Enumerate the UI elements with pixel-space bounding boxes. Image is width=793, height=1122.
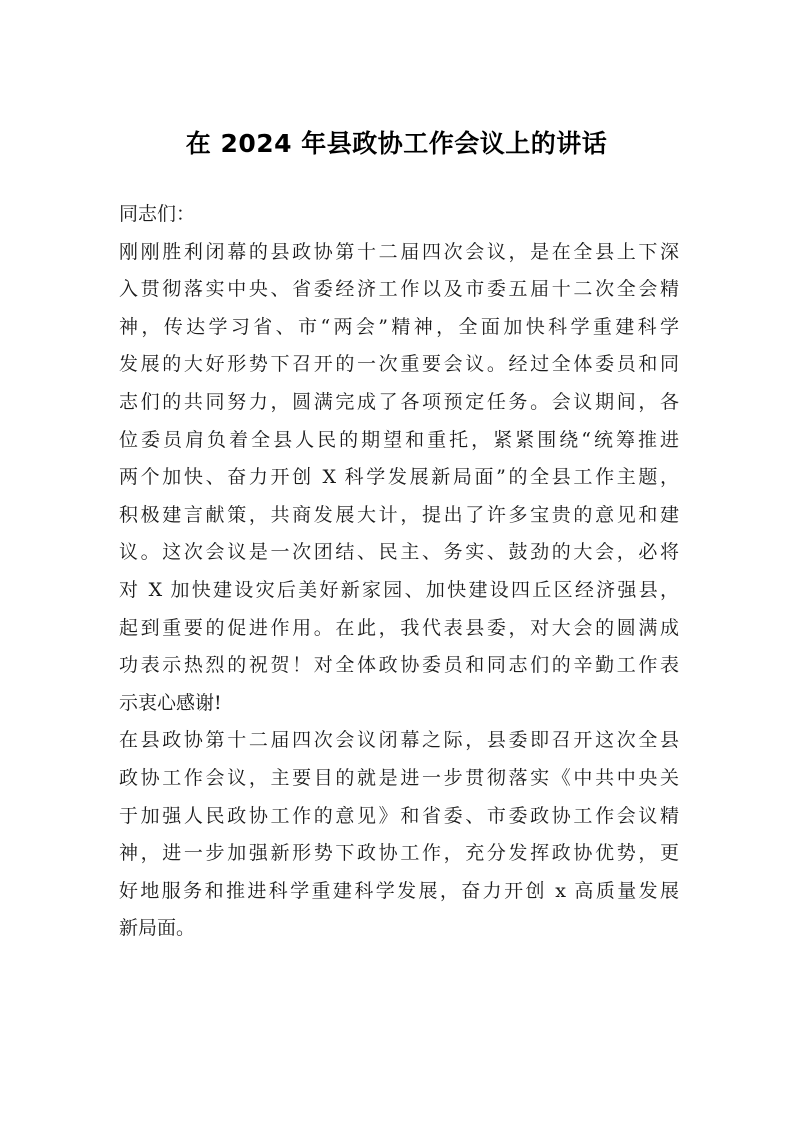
text-line: 示衷心感谢! [119, 691, 222, 714]
text-line: 积极建言献策，共商发展大计，提出了许多宝贵的意见和建 [119, 503, 679, 526]
document-title: 在 2024 年县政协工作会议上的讲话 [185, 129, 608, 158]
text-line: 新局面。 [119, 917, 196, 940]
text-line: 神，进一步加强新形势下政协工作，充分发挥政协优势，更 [119, 842, 679, 865]
text-line: 对 X 加快建设灾后美好新家园、加快建设四丘区经济强县， [119, 578, 679, 601]
text-line: 两个加快、奋力开创 X 科学发展新局面”的全县工作主题， [119, 466, 679, 489]
text-line: 于加强人民政协工作的意见》和省委、市委政协工作会议精 [119, 804, 679, 827]
text-line: 刚刚胜利闭幕的县政协第十二届四次会议，是在全县上下深 [119, 240, 679, 263]
text-line: 入贯彻落实中央、省委经济工作以及市委五届十二次全会精 [119, 278, 679, 301]
text-line: 政协工作会议，主要目的就是进一步贯彻落实《中共中央关 [119, 766, 679, 789]
text-line: 位委员肩负着全县人民的期望和重托，紧紧围绕“统筹推进 [119, 428, 679, 451]
text-line: 神，传达学习省、市“两会”精神，全面加快科学重建科学 [119, 315, 679, 338]
text-line: 在县政协第十二届四次会议闭幕之际，县委即召开这次全县 [119, 729, 679, 752]
text-line: 好地服务和推进科学重建科学发展，奋力开创 x 高质量发展 [119, 879, 679, 902]
document-body [119, 196, 679, 948]
text-line: 议。这次会议是一次团结、民主、务实、鼓劲的大会，必将 [119, 541, 679, 564]
text-line: 起到重要的促进作用。在此，我代表县委，对大会的圆满成 [119, 616, 679, 639]
text-line: 发展的大好形势下召开的一次重要会议。经过全体委员和同 [119, 353, 679, 376]
paragraph-2 [119, 722, 679, 948]
text-line: 功表示热烈的祝贺！对全体政协委员和同志们的辛勤工作表 [119, 654, 679, 677]
text-line: 志们的共同努力，圆满完成了各项预定任务。会议期间，各 [119, 390, 679, 413]
paragraph-1 [119, 234, 679, 723]
salutation: 同志们： [119, 203, 196, 225]
